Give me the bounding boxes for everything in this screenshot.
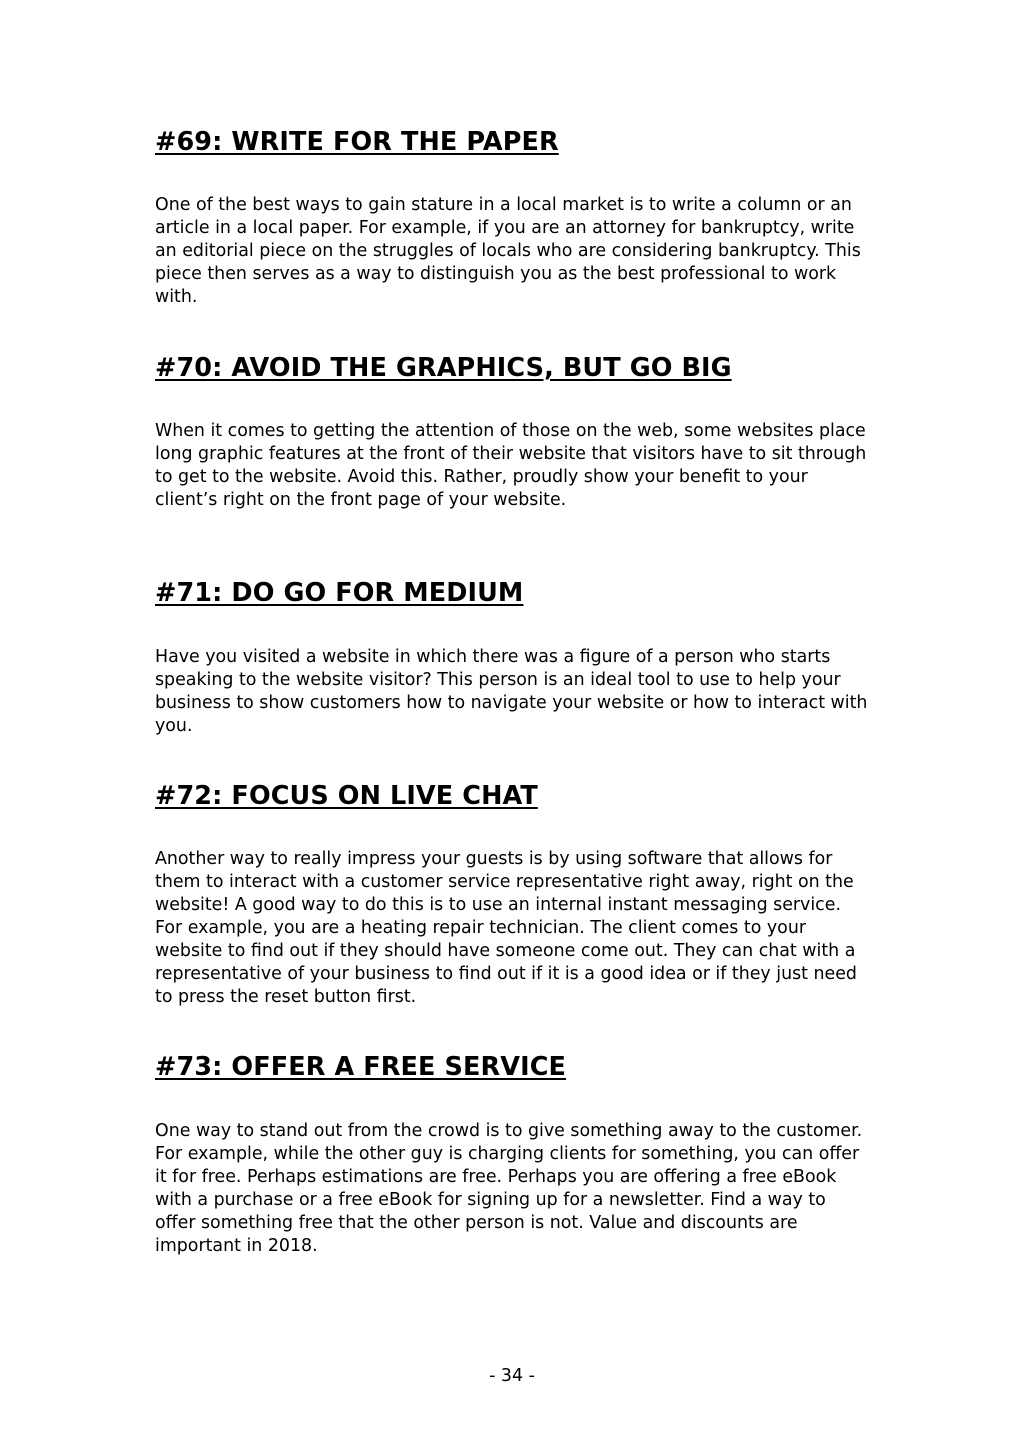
section-69: [155, 126, 871, 307]
section-heading: #70: AVOID THE GRAPHICS, BUT GO BIG: [155, 353, 732, 383]
section-body: Another way to really impress your guests is by using software that allows for them to interact with a customer service representative right away, right on the website! A good way to do this is to use an internal instant messaging service. For example, you are a heating repair technician. The client comes to your website to find out if they should have someone come out. They can chat with a representative of your business to find out if it is a good idea or if they just need to press the reset button first.: [155, 849, 857, 1007]
section-70: [155, 352, 871, 510]
page-number: - 34 -: [489, 1366, 535, 1386]
section-heading: #72: FOCUS ON LIVE CHAT: [155, 781, 538, 811]
section-body: One way to stand out from the crowd is to give something away to the customer. For example, while the other guy is charging clients for something, you can offer it for free. Perhaps estimations are free. Perhaps you are offering a free eBook with a purchase or a free eBook for signing up for a newsletter. Find a way to offer something free that the other person is not. Value and discounts are important in 2018.: [155, 1121, 863, 1256]
section-71: [155, 577, 871, 736]
section-body: When it comes to getting the attention of those on the web, some websites place long graphic features at the front of their website that visitors have to sit through to get to the website. Avoid this. Rather, proudly show your benefit to your client’s right on the front page of your website.: [155, 421, 867, 510]
section-73: [155, 1051, 871, 1256]
section-heading: #73: OFFER A FREE SERVICE: [155, 1052, 567, 1082]
section-heading: #71: DO GO FOR MEDIUM: [155, 578, 524, 608]
section-heading: #69: WRITE FOR THE PAPER: [155, 127, 559, 157]
section-72: [155, 780, 871, 1007]
section-body: Have you visited a website in which there was a figure of a person who starts speaking to the website visitor? This person is an ideal tool to use to help your business to show customers how to navigate your website or how to interact with you.: [155, 647, 868, 736]
section-body: One of the best ways to gain stature in a local market is to write a column or an article in a local paper. For example, if you are an attorney for bankruptcy, write an editorial piece on the struggles of locals who are considering bankruptcy. This piece then serves as a way to distinguish you as the best professional to work with.: [155, 195, 861, 307]
